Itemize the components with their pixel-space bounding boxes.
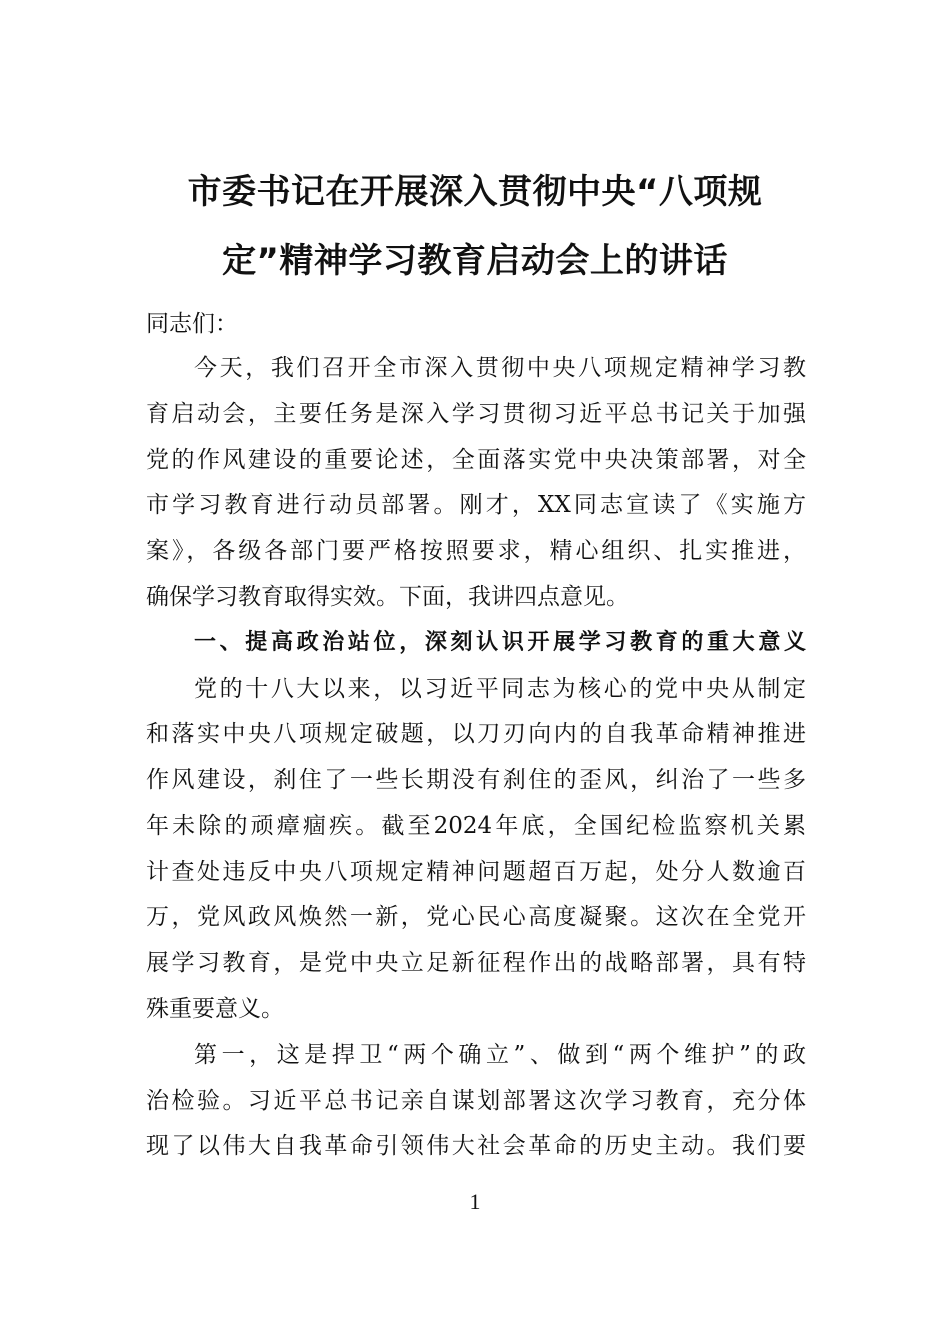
paragraph-3-line: 第一，这是捍卫“两个确立”、做到“两个维护”的政: [194, 1042, 806, 1068]
paragraph-2-line: 万，党风政风焕然一新，党心民心高度凝聚。这次在全党开: [146, 904, 806, 930]
paragraph-2-line: 作风建设，刹住了一些长期没有刹住的歪风，纠治了一些多: [146, 767, 806, 793]
paragraph-1-line: 案》，各级各部门要严格按照要求，精心组织、扎实推进，: [146, 538, 806, 564]
document-title-line-1: 市委书记在开展深入贯彻中央“八项规: [187, 172, 763, 212]
paragraph-2-line: 年未除的顽瘴痼疾。截至2024年底，全国纪检监察机关累: [146, 813, 806, 839]
paragraph-1-line: 确保学习教育取得实效。下面，我讲四点意见。: [146, 584, 629, 610]
salutation: 同志们：: [146, 311, 238, 337]
paragraph-2-line: 展学习教育，是党中央立足新征程作出的战略部署，具有特: [146, 950, 806, 976]
document-title-line-2: 定”精神学习教育启动会上的讲话: [222, 241, 728, 281]
paragraph-2-line: 殊重要意义。: [146, 996, 284, 1022]
paragraph-1-line: 党的作风建设的重要论述，全面落实党中央决策部署，对全: [146, 447, 806, 473]
paragraph-1-line: 今天，我们召开全市深入贯彻中央八项规定精神学习教: [194, 355, 806, 381]
paragraph-1-line: 育启动会，主要任务是深入学习贯彻习近平总书记关于加强: [146, 401, 806, 427]
page-number: 1: [469, 1189, 481, 1214]
paragraph-2-line: 党的十八大以来，以习近平同志为核心的党中央从制定: [194, 676, 806, 702]
paragraph-2-line: 和落实中央八项规定破题，以刀刃向内的自我革命精神推进: [146, 721, 806, 747]
paragraph-2-line: 计查处违反中央八项规定精神问题超百万起，处分人数逾百: [146, 859, 806, 885]
paragraph-3-line: 现了以伟大自我革命引领伟大社会革命的历史主动。我们要: [146, 1133, 806, 1159]
paragraph-1-line: 市学习教育进行动员部署。刚才，XX同志宣读了《实施方: [146, 492, 806, 518]
section-1-heading: 一、提高政治站位，深刻认识开展学习教育的重大意义: [194, 630, 806, 655]
paragraph-3-line: 治检验。习近平总书记亲自谋划部署这次学习教育，充分体: [146, 1088, 806, 1114]
